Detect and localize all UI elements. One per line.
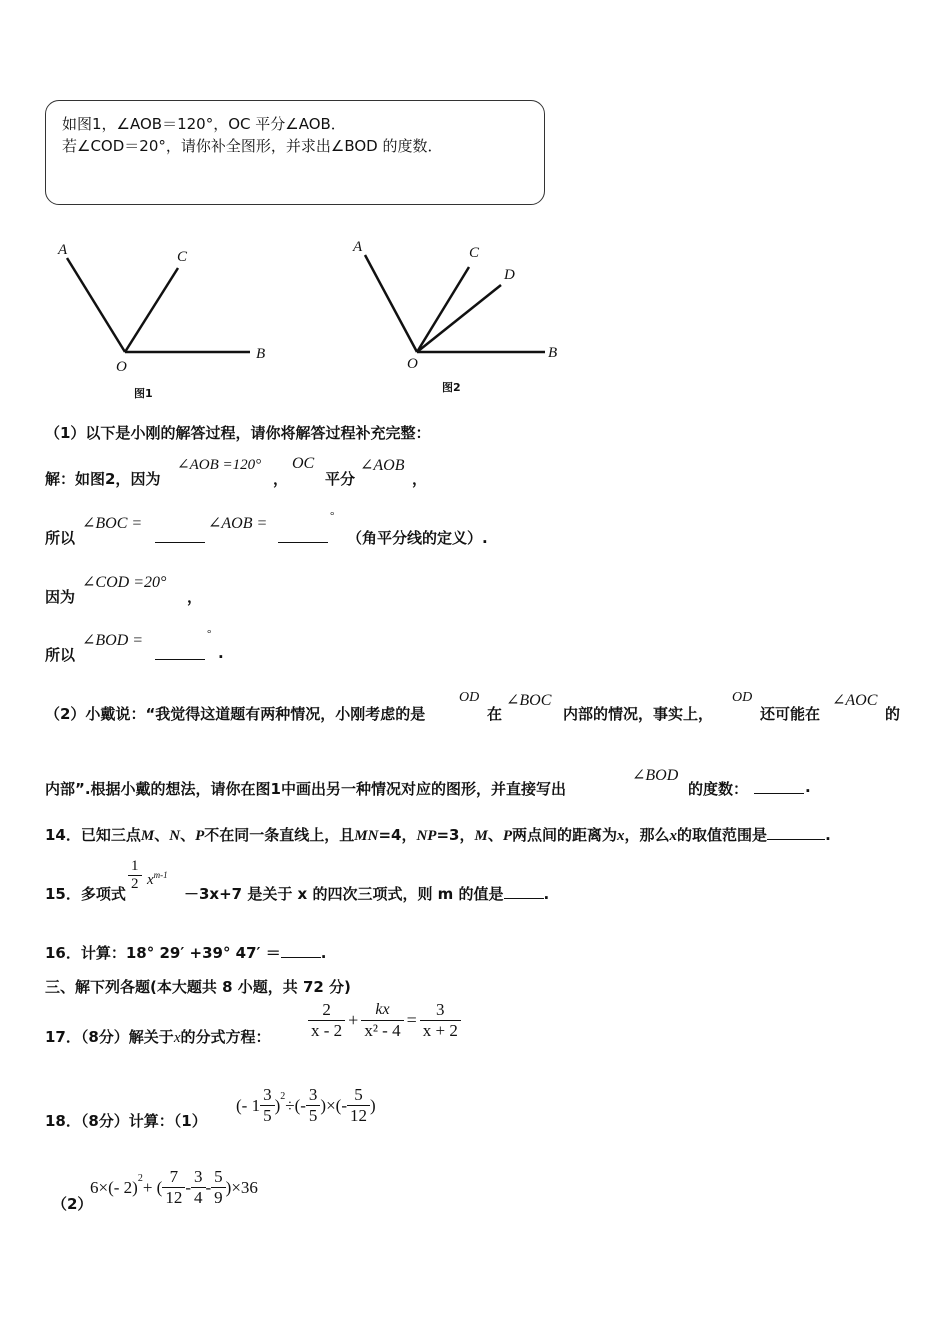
label-b-fig2: B bbox=[548, 345, 558, 361]
math-od: OD bbox=[732, 690, 753, 705]
answer-blank-14[interactable] bbox=[767, 825, 825, 840]
ray-oc-fig2 bbox=[417, 267, 469, 352]
math-oc: OC bbox=[292, 455, 315, 472]
part2-text-g: 的度数： bbox=[688, 780, 749, 798]
label-o-fig2: O bbox=[407, 356, 418, 372]
answer-blank-16[interactable] bbox=[281, 943, 321, 958]
math-od: OD bbox=[459, 690, 480, 705]
part1-line2-prefix: 所以 bbox=[45, 529, 76, 547]
question-18-part2-label: （2） bbox=[52, 1195, 93, 1213]
comma: ， bbox=[187, 588, 203, 606]
part1-line2-reason: （角平分线的定义）. bbox=[347, 529, 488, 547]
answer-blank-15[interactable] bbox=[504, 884, 544, 899]
answer-blank-4[interactable] bbox=[754, 779, 804, 798]
degree-mark: ° bbox=[330, 510, 335, 522]
math-angle-aob-120: ∠AOB =120° bbox=[177, 457, 262, 473]
degree-mark: ° bbox=[207, 628, 212, 640]
fraction-equation: $\frac{2}{x - 2}$ + $\frac{kx}{\text{x² - 4}}$ = $\frac{3}{x + 2}$ bbox=[308, 1000, 461, 1041]
math-angle-cod-20: ∠COD =20° bbox=[82, 574, 167, 591]
answer-blank-1[interactable] bbox=[155, 528, 205, 547]
comma: ， bbox=[273, 470, 289, 488]
question-15-text: －3x+7 是关于 x 的四次三项式，则 m 的值是 . bbox=[184, 885, 550, 903]
box-line-2: 若∠COD＝20°，请你补全图形，并求出∠BOD 的度数． bbox=[62, 137, 443, 155]
section-3-title: 三、解下列各题(本大题共 8 小题，共 72 分) bbox=[45, 978, 351, 996]
part2-text-e: 的 bbox=[885, 705, 901, 723]
label-a-fig2: A bbox=[353, 239, 363, 255]
math-angle-aoc: ∠AOC bbox=[832, 692, 878, 709]
word-bisect: 平分 bbox=[325, 470, 356, 488]
angle-figures bbox=[40, 225, 600, 410]
label-d-fig2: D bbox=[504, 267, 515, 283]
caption-fig1: 图1 bbox=[134, 387, 153, 400]
math-angle-boc: ∠BOC bbox=[506, 692, 552, 709]
ray-oa-fig1 bbox=[67, 258, 125, 352]
expression-18-2: 6×(- 2) $^2$ + ( $\frac{7}{12}$ - $\frac{3}{4}$ - $\frac{5}{9}$ )×36 bbox=[90, 1167, 258, 1207]
expression-18-1: (- 1 $\frac{3}{5}$ ) $^2$ ÷(- $\frac{3}{5}$ )×(- $\frac{5}{12}$ ) bbox=[236, 1085, 376, 1125]
part2-text-f: 内部”.根据小戴的想法，请你在图1中画出另一种情况对应的图形，并直接写出 bbox=[45, 780, 566, 798]
answer-blank-3[interactable] bbox=[155, 645, 205, 664]
question-15-prefix: 15．多项式 bbox=[45, 885, 126, 903]
part2-text-a: （2）小戴说：“我觉得这道题有两种情况，小刚考虑的是 bbox=[45, 705, 426, 723]
ray-oa-fig2 bbox=[365, 255, 417, 352]
part1-intro: （1）以下是小刚的解答过程，请你将解答过程补充完整： bbox=[45, 424, 431, 442]
period: . bbox=[805, 778, 811, 796]
question-14: 14．已知三点M、N、P不在同一条直线上，且MN=4，NP=3，M、P两点间的距离为x，那么x的取值范围是 . bbox=[45, 826, 831, 844]
figure-1 bbox=[67, 258, 250, 352]
part2-text-d: 还可能在 bbox=[760, 705, 821, 723]
fraction-one-half: $\frac{1}{2}$ bbox=[128, 858, 142, 893]
question-17-prefix: 17．（8分）解关于x的分式方程： bbox=[45, 1028, 271, 1046]
label-a-fig1: A bbox=[58, 242, 68, 258]
period: . bbox=[218, 644, 224, 662]
part1-line3-prefix: 因为 bbox=[45, 588, 76, 606]
comma: ， bbox=[412, 470, 428, 488]
label-c-fig1: C bbox=[177, 249, 188, 265]
math-angle-aob-eq: ∠AOB = bbox=[208, 515, 268, 532]
question-18-prefix: 18．（8分）计算：（1） bbox=[45, 1112, 207, 1130]
part1-line4-prefix: 所以 bbox=[45, 646, 76, 664]
part1-line1-prefix: 解：如图2，因为 bbox=[45, 470, 161, 488]
math-angle-bod-eq: ∠BOD = bbox=[82, 632, 144, 649]
ray-oc-fig1 bbox=[125, 268, 178, 352]
answer-blank-2[interactable] bbox=[278, 528, 328, 547]
caption-fig2: 图2 bbox=[442, 381, 461, 394]
figure-2 bbox=[365, 255, 545, 352]
math-angle-aob: ∠AOB bbox=[360, 457, 405, 474]
part2-text-b: 在 bbox=[487, 705, 503, 723]
math-x-power: $x^{m-1}$ bbox=[147, 870, 168, 888]
label-b-fig1: B bbox=[256, 346, 266, 362]
math-angle-bod: ∠BOD bbox=[632, 767, 679, 784]
box-line-1: 如图1，∠AOB＝120°，OC 平分∠AOB． bbox=[62, 115, 346, 133]
part2-text-c: 内部的情况，事实上， bbox=[563, 705, 714, 723]
question-16: 16．计算：18° 29′ +39° 47′ ＝ . bbox=[45, 944, 327, 962]
label-o-fig1: O bbox=[116, 359, 127, 375]
ray-od-fig2 bbox=[417, 285, 501, 352]
math-angle-boc-eq: ∠BOC = bbox=[82, 515, 143, 532]
label-c-fig2: C bbox=[469, 245, 480, 261]
